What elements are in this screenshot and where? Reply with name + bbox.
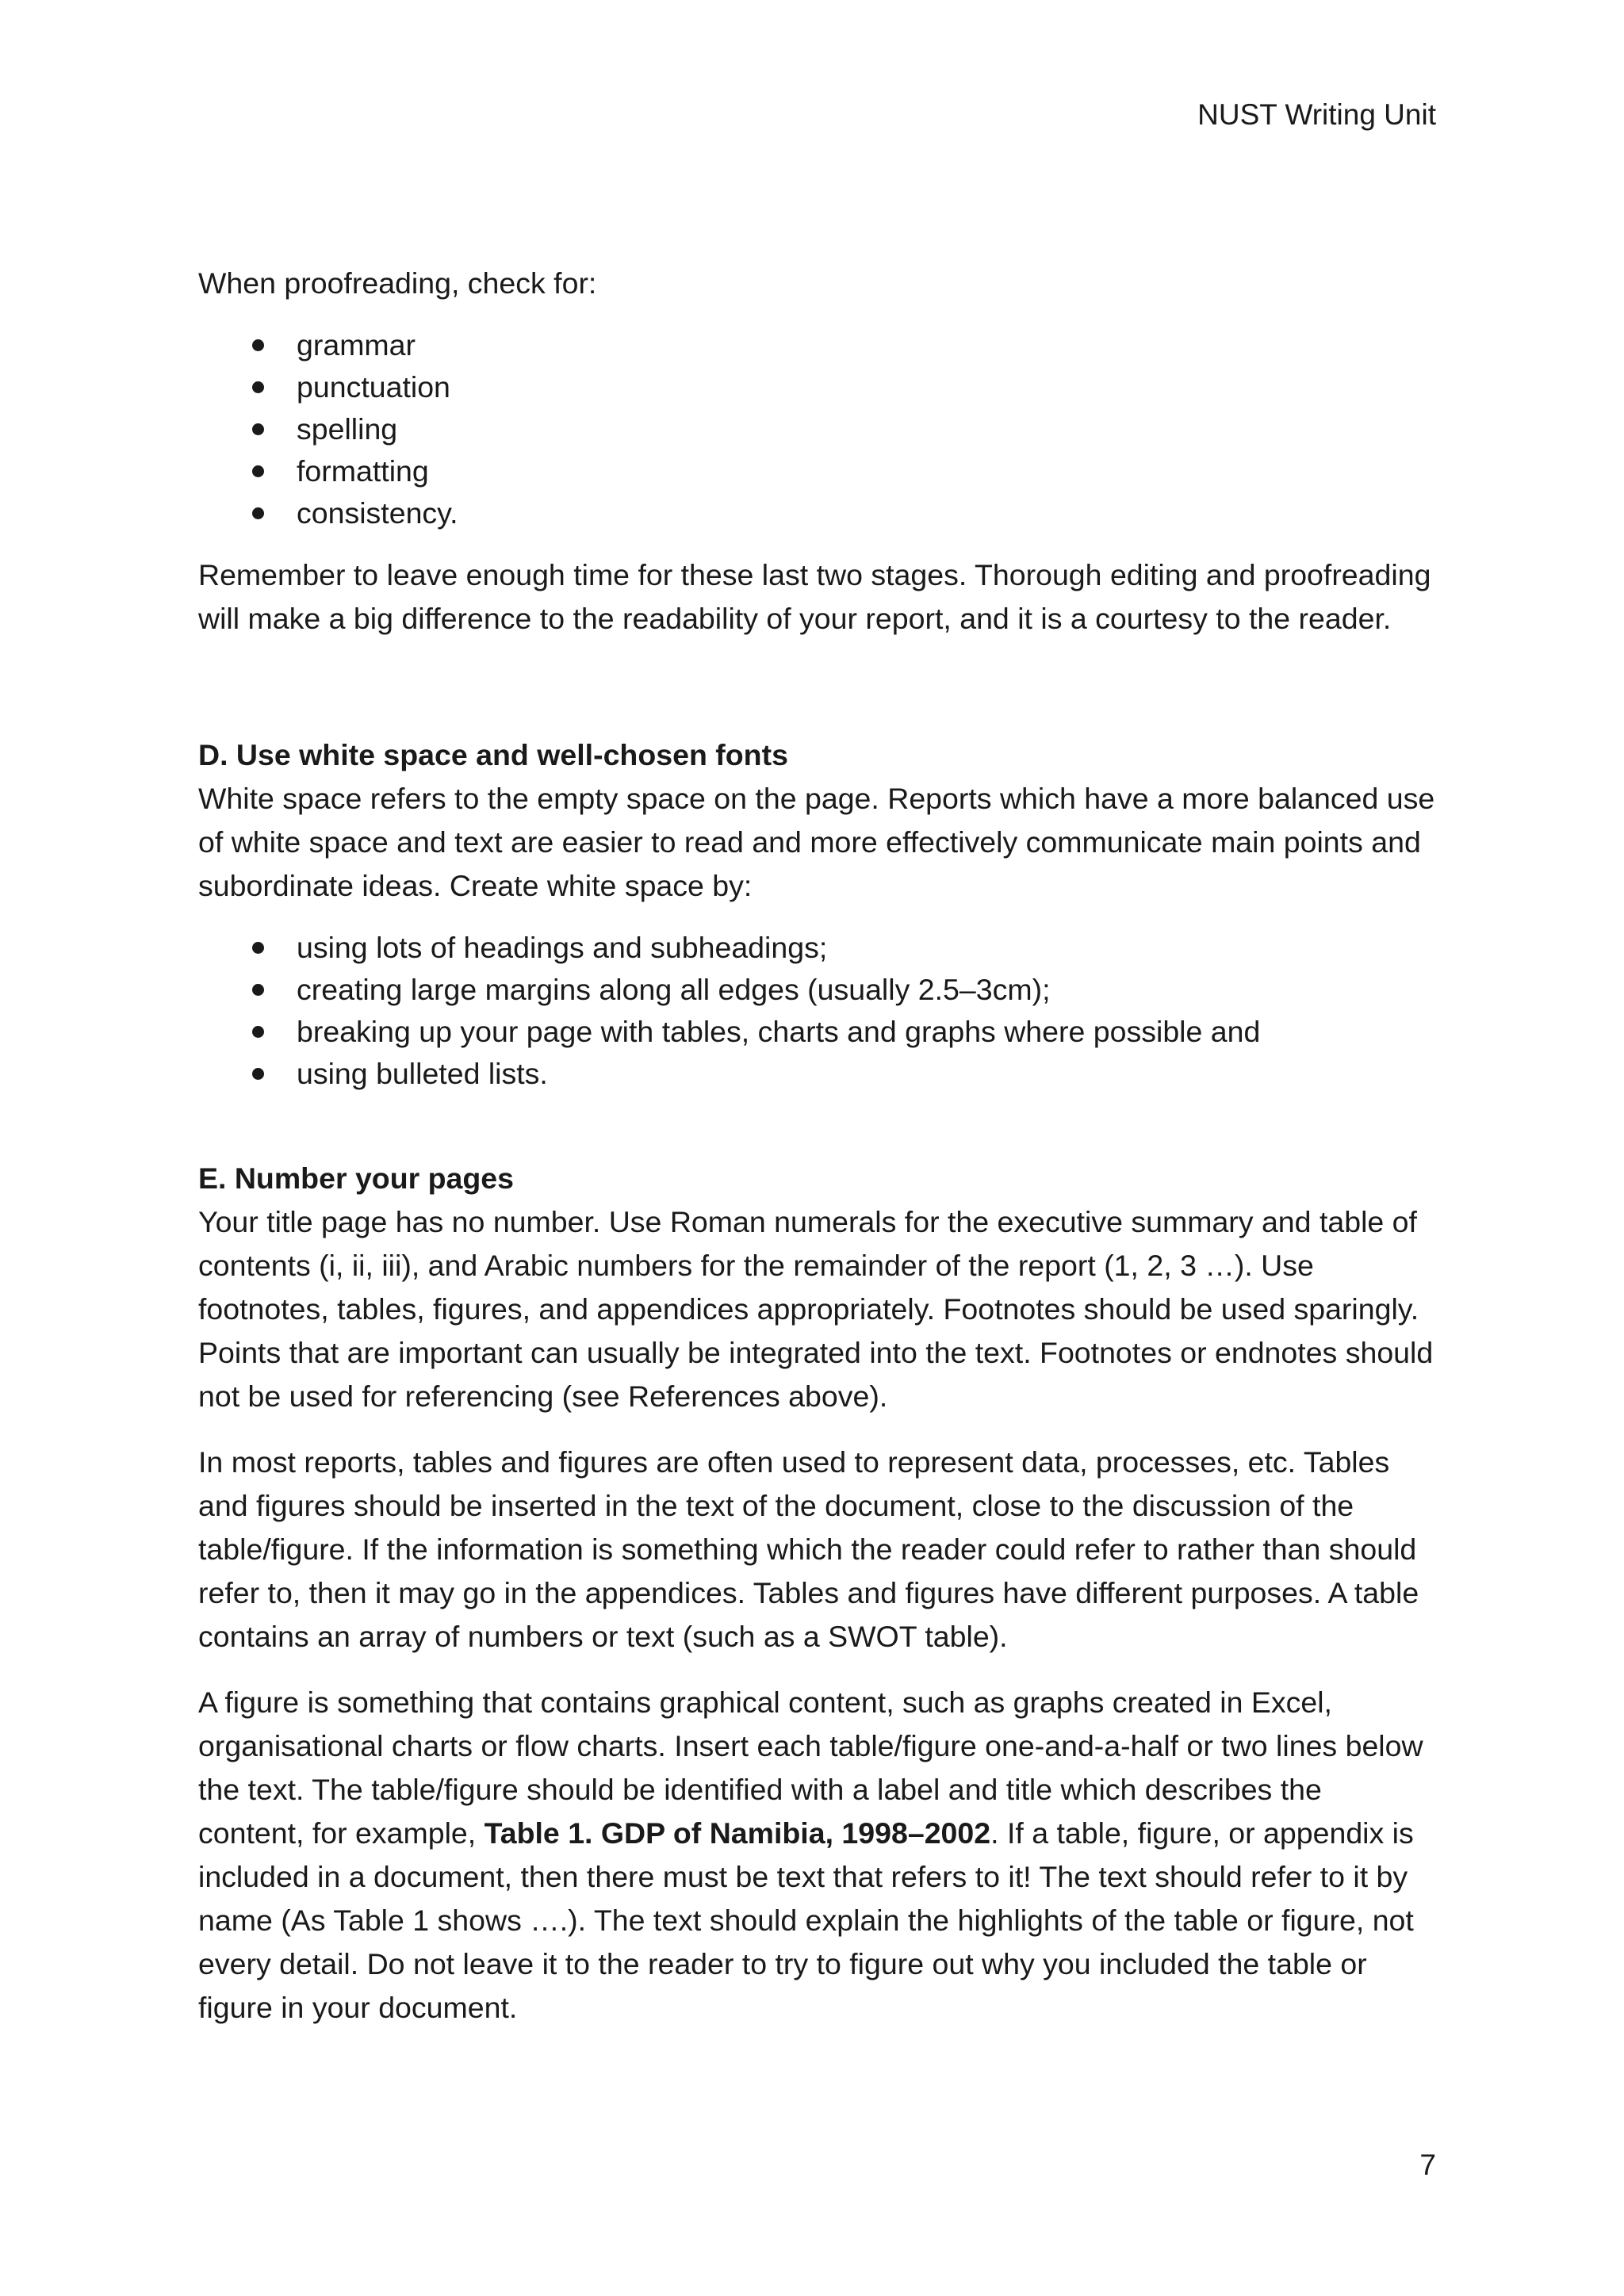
proofreading-intro: When proofreading, check for: xyxy=(198,266,597,300)
section-e-paragraph-2: In most reports, tables and figures are often used to represent data, processes, etc. Tables and figures should be inserted in the text of the document, close to the discussion of the table/figure. If the information is something which the reader could refer to rather than should refer to, then it may go in the appendices. Tables and figures have different purposes. A table contains an array of numbers or text (such as a SWOT table). xyxy=(198,1445,1419,1653)
list-item: punctuation xyxy=(198,366,1435,408)
list-item: breaking up your page with tables, charts and graphs where possible and xyxy=(198,1011,1435,1053)
bullet-icon xyxy=(252,1026,264,1038)
section-e-heading: E. Number your pages xyxy=(198,1161,515,1195)
bullet-icon xyxy=(252,984,264,996)
bullet-icon xyxy=(252,507,264,519)
section-e-paragraph-1: Your title page has no number. Use Roman numerals for the executive summary and table of contents (i, ii, iii), and Arabic numbers for the remainder of the report (1, 2, 3 …). Use footnotes, tables, figures, and appendices appropriately. Footnotes should be used sparingly. Points that are important can usually be integrated into the text. Footnotes or endnotes should not be used for referencing (see References above). xyxy=(198,1205,1434,1413)
section-d-paragraph: White space refers to the empty space on the page. Reports which have a more balanced use of white space and text are easier to read and more effectively communicate main points and subordinate ideas. Create white space by: xyxy=(198,782,1435,902)
list-item: spelling xyxy=(198,408,1435,450)
list-item: creating large margins along all edges (usually 2.5–3cm); xyxy=(198,969,1435,1011)
page-number: 7 xyxy=(1419,2149,1436,2181)
page-content xyxy=(198,262,1435,2030)
list-item: using bulleted lists. xyxy=(198,1053,1435,1095)
bullet-icon xyxy=(252,339,264,351)
section-d-heading: D. Use white space and well-chosen fonts xyxy=(198,738,788,771)
list-item: grammar xyxy=(198,324,1435,366)
proofreading-paragraph: Remember to leave enough time for these last two stages. Thorough editing and proofreading will make a big difference to the readability of your report, and it is a courtesy to the reader. xyxy=(198,558,1431,635)
table-reference-example: Table 1. GDP of Namibia, 1998–2002 xyxy=(484,1816,991,1850)
proofreading-list xyxy=(198,324,1435,534)
bullet-icon xyxy=(252,942,264,954)
bullet-icon xyxy=(252,1068,264,1080)
list-item: formatting xyxy=(198,450,1435,492)
section-e-paragraph-3: A figure is something that contains graphical content, such as graphs created in Excel, organisational charts or flow charts. Insert each table/figure one-and-a-half or two lines below the text. The table/figure should be identified with a label and title which describes the content, for example, Table 1. GDP of Namibia, 1998–2002. If a table, figure, or appendix is included in a document, then there must be text that refers to it! The text should refer to it by name (As Table 1 shows ….). The text should explain the highlights of the table or figure, not every detail. Do not leave it to the reader to try to figure out why you included the table or figure in your document. xyxy=(198,1686,1423,2024)
bullet-icon xyxy=(252,423,264,435)
running-header: NUST Writing Unit xyxy=(1197,98,1436,131)
bullet-icon xyxy=(252,381,264,393)
list-item: using lots of headings and subheadings; xyxy=(198,927,1435,969)
white-space-list xyxy=(198,927,1435,1095)
list-item: consistency. xyxy=(198,492,1435,534)
bullet-icon xyxy=(252,465,264,477)
